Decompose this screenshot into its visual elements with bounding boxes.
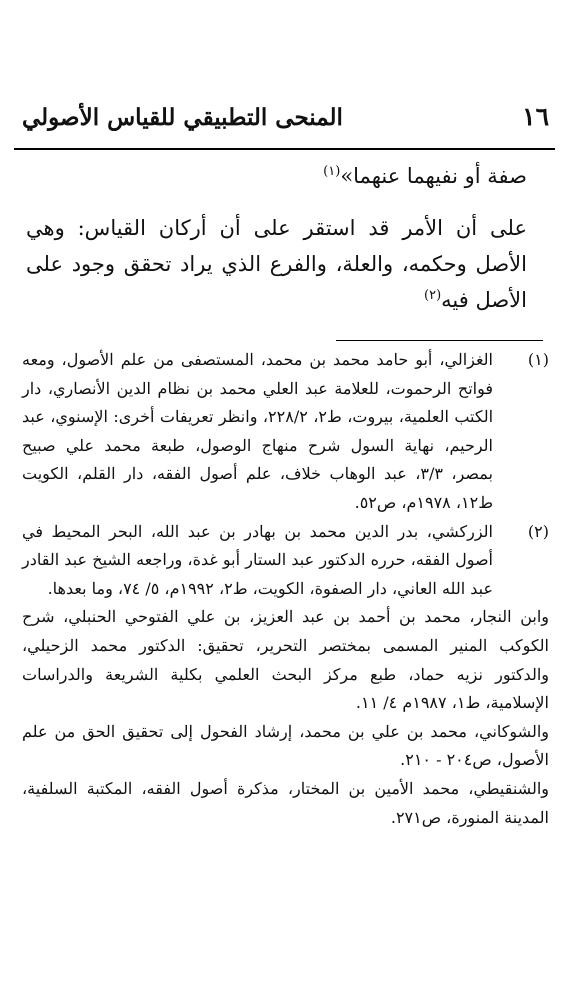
footnote-2 [22, 518, 549, 604]
page-header [14, 98, 555, 148]
footnotes [22, 346, 549, 832]
page-number: ١٦ [522, 102, 549, 131]
footnote-text: الزركشي، بدر الدين محمد بن بهادر بن عبد الله، البحر المحيط في أصول الفقه، حرره الدكتور عبد الستار أبو غدة، وراجعه الشيخ عبد القادر عبد الله العاني، دار الصفوة، الكويت، ط٢، ١٩٩٢م، ٥/ ٧٤، وما بعدها. [22, 521, 493, 598]
footnote-continuation: والشوكاني، محمد بن علي بن محمد، إرشاد الفحول إلى تحقيق الحق من علم الأصول، ص٢٠٤ - ٢١٠. [22, 721, 549, 770]
paragraph-1 [26, 158, 527, 194]
header-rule [14, 148, 555, 150]
footnote-ref-1: (١) [323, 164, 341, 179]
paragraph-2 [26, 210, 527, 318]
running-title: المنحى التطبيقي للقياس الأصولي [22, 104, 343, 131]
footnote-number: (١) [527, 350, 549, 369]
footnote-separator [336, 340, 543, 341]
footnote-ref-2: (٢) [424, 288, 442, 303]
footnote-1 [22, 346, 549, 518]
footnote-continuation: وابن النجار، محمد بن أحمد بن عبد العزيز، بن علي الفتوحي الحنبلي، شرح الكوكب المنير المسمى بمختصر التحرير، تحقيق: الدكتور محمد الزحيلي، والدكتور نزيه حماد، طبع مركز البحث العلمي بكلية الشريعة والدراسات الإسلامية، ط١، ١٩٨٧م ٤/ ١١. [22, 607, 549, 713]
footnote-continuation: والشنقيطي، محمد الأمين بن المختار، مذكرة أصول الفقه، المكتبة السلفية، المدينة المنورة، ص٢٧١. [22, 778, 549, 827]
footnote-number: (٢) [527, 521, 549, 541]
main-text [26, 158, 527, 318]
footnote-text: الغزالي، أبو حامد محمد بن محمد، المستصفى من علم الأصول، ومعه فواتح الرحموت، للعلامة عبد العلي محمد بن نظام الدين الأنصاري، دار الكتب العلمية، بيروت، ط٢، ٢٢٨/٢، وانظر تعريفات أخرى: الإسنوي، عبد الرحيم، نهاية السول شرح منهاج الوصول، طبعة محمد علي صبيح بمصر، ٣/٣، عبد الوهاب خلاف، علم أصول الفقه، دار القلم، الكويت ط١٢، ١٩٧٨م، ص٥٢. [22, 350, 494, 512]
paragraph-2-text: على أن الأمر قد استقر على أن أركان القياس: وهي الأصل وحكمه، والعلة، والفرع الذي يراد تحقق وجود على الأصل فيه [26, 216, 527, 312]
paragraph-1-text: صفة أو نفيهما عنهما» [340, 164, 527, 188]
